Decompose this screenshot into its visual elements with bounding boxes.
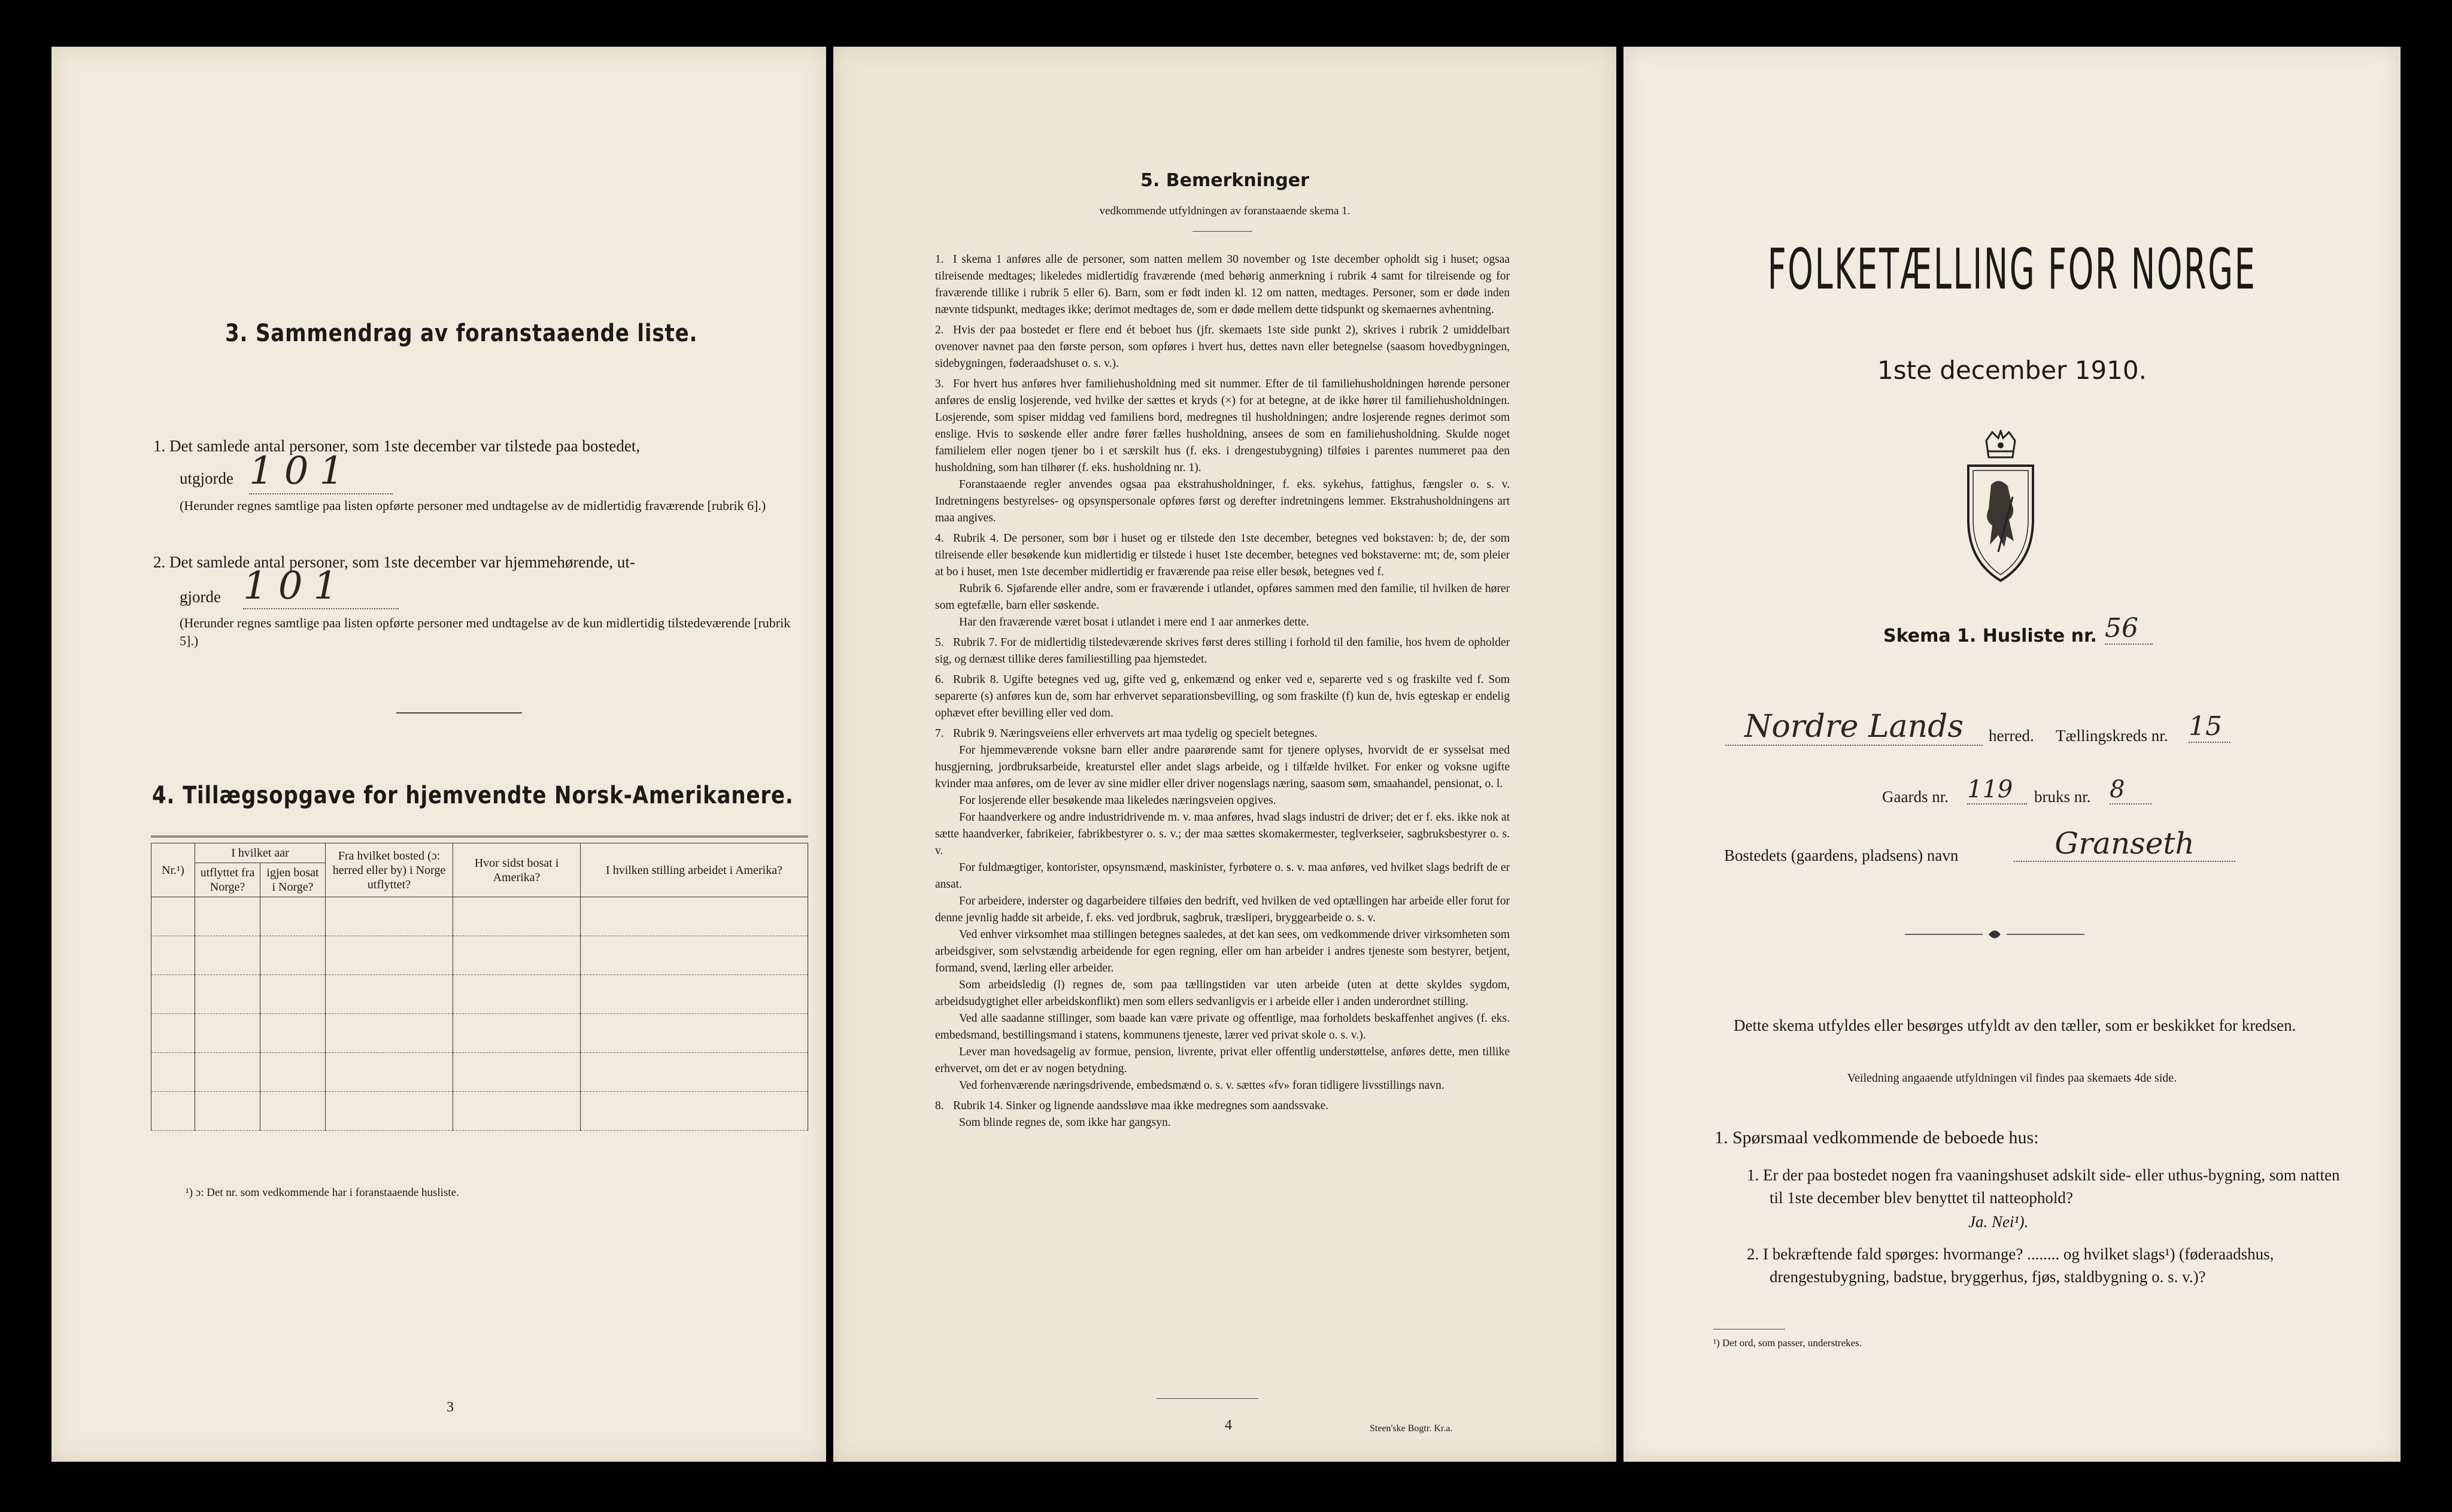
col-last-residence: Hvor sidst bosat i Amerika? bbox=[453, 843, 581, 897]
gaards-label: Gaards nr. bbox=[1882, 788, 1949, 806]
table-row bbox=[151, 936, 808, 975]
remark-text: Rubrik 7. For de midlertidig tilstedeværende skrives først deres stilling i forhold til den familie, hos hvem de opholder sig, og dernæst tillike deres familiestilling paa hjemstedet. bbox=[935, 636, 1510, 666]
remark-paragraph bbox=[935, 860, 1510, 893]
col-emigrated: utflyttet fra Norge? bbox=[195, 863, 260, 897]
table-row bbox=[151, 1053, 808, 1092]
table-row bbox=[151, 897, 808, 936]
remark-paragraph bbox=[935, 893, 1510, 927]
remark-text: Ved enhver virksomhet maa stillingen betegnes saaledes, at det kan sees, om vedkommende driver virksomheten som arbeidsgiver, som selvstændig arbeidende for egen regning, eller om han arbeider i andres tjeneste som bestyrer, betjent, formand, svend, lærling eller arbeider. bbox=[935, 928, 1510, 974]
col-occupation: I hvilken stilling arbeidet i Amerika? bbox=[581, 843, 808, 897]
remark-text: Rubrik 8. Ugifte betegnes ved ug, gifte ved g, enkemænd og enker ved e, separerte ved s og fraskilte ved f. Som separerte (s) anføres kun de, som har erhvervet separationsbevilling, og som fraskilte (f) kun de, hvis egteskap er endelig ophævet efter bevilling eller ved dom. bbox=[935, 673, 1510, 719]
remark-paragraph bbox=[935, 476, 1510, 527]
remark-paragraph bbox=[935, 1077, 1510, 1094]
remarks-list bbox=[935, 248, 1510, 1131]
instruction-text: Dette skema utfyldes eller besørges utfyldt av den tæller, som er beskikket for kredsen. bbox=[1734, 1016, 2296, 1034]
remark-text: I skema 1 anføres alle de personer, som natten mellem 30 november og 1ste december opholdt sig i huset; ogsaa tilreisende medtages; likeledes midlertidig fraværende (med behørig anmerkning i rubrik 4 samt for tilreisende og for fraværende tillike i rubrik 5 eller 6). Barn, som er født inden kl. 12 om natten, medtages. Personer, som er døde inden nævnte tidspunkt, medtages ikke; derimot medtages de, som er døde mellem dette tidspunkt og skemaernes avhentning. bbox=[935, 253, 1510, 316]
remark-number: 1. bbox=[935, 253, 944, 266]
remark-text: For hvert hus anføres hver familiehusholdning med sit nummer. Efter de til familiehusholdningen hørende personer anføres de enslig losjerende, ved hvilke der sættes et kryds (×) for at betegne, at de ikke hører til familiehusholdningen. Losjerende, som spiser middag ved familiens bord, medregnes til husholdningen; andre losjerende regnes derimot som enslige. Hvis to søskende eller andre fører fælles husholdning, ansees de som en familiehusholdning. Skulde noget familielem eller nogen tjener bo i et særskilt hus (f. eks. i drengestubygning) tilføies i parentes nummeret paa den husholdning, som han tilhører (f. eks. husholdning nr. 1). bbox=[935, 378, 1510, 474]
remark-number: 7. bbox=[935, 727, 944, 740]
kreds-value: 15 bbox=[2189, 711, 2231, 743]
title-wrap bbox=[1623, 237, 2401, 302]
bosted-value: Granseth bbox=[2014, 826, 2235, 862]
remark-paragraph bbox=[935, 581, 1510, 614]
bruks-label: bruks nr. bbox=[2034, 788, 2091, 806]
remark-number: 8. bbox=[935, 1100, 944, 1112]
left-page bbox=[51, 47, 826, 1462]
remarks-title: 5. Bemerkninger bbox=[1140, 170, 1309, 191]
item1-note: (Herunder regnes samtlige paa listen opførte personer med undtagelse av de midlertidig fraværende [rubrik 6].) bbox=[180, 498, 766, 513]
remark-text: Ved forhenværende næringsdrivende, embedsmænd o. s. v. sættes «fv» foran tidligere livsstillings navn. bbox=[959, 1079, 1445, 1092]
item1-text: 1. Det samlede antal personer, som 1ste december var tilstede paa bostedet, bbox=[153, 437, 641, 455]
norway-coat-of-arms-icon bbox=[1962, 430, 2039, 585]
question1-1-answer: Ja. Nei¹). bbox=[1968, 1213, 2029, 1231]
item2-label: gjorde bbox=[180, 588, 221, 606]
remark-text: Ved alle saadanne stillinger, som baade kan være private og offentlige, maa forholdets beskaffenhet angives (f. eks. embedsmand, bestillingsmand i statens, kommunens tjeneste, lærer ved privat skole o. s. v.). bbox=[935, 1012, 1510, 1042]
remark-text: For hjemmeværende voksne barn eller andre paarørende samt for tjenere oplyses, hvorvidt de er sysselsat med husgjerning, jordbruksarbeide, kreaturstel eller andet slags arbeide, og i tilfælde hvilket. For enker og voksne ugifte kvinder maa anføres, om de lever av sine midler eller driver nogenslags næring, saasom søm, smaahandel, pensionat, o. l. bbox=[935, 744, 1510, 790]
herred-label: herred. bbox=[1989, 727, 2034, 745]
remark-paragraph bbox=[935, 1115, 1510, 1131]
schema-label: Skema 1. Husliste nr. bbox=[1883, 626, 2097, 646]
norsk-amerikanere-table bbox=[151, 843, 808, 1131]
remark-text: For arbeidere, inderster og dagarbeidere tilføies den bedrift, ved hvilken de ved optællingen har arbeide eller forut for denne jevnlig hadde sit arbeide, f. eks. ved jordbruk, sagbruk, træsliperi, bryggearbeide o. s. v. bbox=[935, 895, 1510, 924]
remark-paragraph bbox=[935, 793, 1510, 809]
remark-text: Lever man hovedsagelig av formue, pension, livrente, privat eller offentlig understøttelse, anføres dette, men tillike erhvervet, om det er av nogen betydning. bbox=[935, 1046, 1510, 1075]
kreds-label: Tællingskreds nr. bbox=[2056, 727, 2168, 745]
section3-title: 3. Sammendrag av foranstaaende liste. bbox=[225, 320, 698, 347]
remark-text: Har den fraværende været bosat i utlandet i mere end 1 aar anmerkes dette. bbox=[959, 616, 1309, 629]
remark-paragraph bbox=[935, 725, 1510, 742]
remark-paragraph bbox=[935, 530, 1510, 581]
item1-value: 101 bbox=[249, 449, 393, 494]
item2-value: 101 bbox=[243, 564, 399, 609]
col-year-group: I hvilket aar bbox=[195, 843, 326, 863]
table-row bbox=[151, 975, 808, 1014]
item2-text: 2. Det samlede antal personer, som 1ste december var hjemmehørende, ut- bbox=[153, 553, 635, 571]
remark-text: For losjerende eller besøkende maa likeledes næringsveien opgives. bbox=[959, 794, 1276, 807]
gaards-value: 119 bbox=[1967, 776, 2027, 804]
bruks-value: 8 bbox=[2110, 776, 2151, 804]
remark-paragraph bbox=[935, 742, 1510, 793]
remark-paragraph bbox=[935, 322, 1510, 372]
divider bbox=[396, 712, 522, 714]
printer-mark: Steen'ske Bogtr. Kr.a. bbox=[1370, 1423, 1453, 1434]
remark-paragraph bbox=[935, 672, 1510, 722]
instruction-note: Veiledning angaaende utfyldningen vil findes paa skemaets 4de side. bbox=[1847, 1071, 2177, 1085]
middle-page bbox=[833, 47, 1616, 1462]
remark-text: Rubrik 6. Sjøfarende eller andre, som er fraværende i utlandet, opføres sammen med den familie, til hvilken de hører som egtefælle, barn eller søskende. bbox=[935, 582, 1510, 612]
remark-paragraph bbox=[935, 376, 1510, 476]
remark-text: Foranstaaende regler anvendes ogsaa paa ekstrahusholdninger, f. eks. sykehus, fattighus, fængsler o. s. v. Indretningens bestyrelses- og opsynspersonale opføres først og derefter indretningens lemmer. Ekstrahusholdningens art maa angives. bbox=[935, 478, 1510, 524]
col-returned: igjen bosat i Norge? bbox=[260, 863, 326, 897]
herred-value: Nordre Lands bbox=[1725, 709, 1983, 746]
remark-number: 5. bbox=[935, 636, 944, 649]
census-date: 1ste december 1910. bbox=[1877, 356, 2147, 385]
divider bbox=[1157, 1398, 1258, 1399]
footnote: ¹) Det ord, som passer, understrekes. bbox=[1713, 1337, 1862, 1349]
remark-paragraph bbox=[935, 809, 1510, 860]
remark-paragraph bbox=[935, 927, 1510, 977]
col-nr: Nr.¹) bbox=[151, 843, 195, 897]
table-row bbox=[151, 1092, 808, 1131]
section4-title: 4. Tillægsopgave for hjemvendte Norsk-Amerikanere. bbox=[152, 782, 794, 809]
page-number: 3 bbox=[447, 1399, 454, 1415]
table-top-rule bbox=[151, 836, 808, 837]
remark-number: 6. bbox=[935, 673, 944, 686]
item2-note: (Herunder regnes samtlige paa listen opførte personer med undtagelse av de kun midlertidig tilstedeværende [rubrik 5].) bbox=[180, 615, 791, 648]
col-from-place: Fra hvilket bosted (ɔ: herred eller by) i Norge utflyttet? bbox=[326, 843, 453, 897]
document-title: FOLKETÆLLING FOR NORGE bbox=[1767, 237, 2257, 302]
remark-text: Hvis der paa bostedet er flere end ét beboet hus (jfr. skemaets 1ste side punkt 2), skrives i rubrik 2 umiddelbart ovenover navnet paa den første person, som opføres i hvert hus, dettes navn eller betegnelse (saasom hovedbygningen, sidebygningen, føderaadshuset o. s. v.). bbox=[935, 324, 1510, 370]
right-page bbox=[1623, 47, 2401, 1462]
question1-1: 1. Er der paa bostedet nogen fra vaaningshuset adskilt side- eller uthus-bygning, som natten til 1ste december blev benyttet til natteophold? bbox=[1747, 1166, 2340, 1207]
remark-text: Rubrik 4. De personer, som bør i huset og er tilstede den 1ste december, betegnes ved bokstaven: b; de, der som tilreisende eller besøkende kun midlertidig er tilstede i huset 1ste december, betegnes ved bokstaverne: mt; de, som pleier at bo i huset, men 1ste december midlertidig er fraværende paa reise eller besøk, betegnes ved f. bbox=[935, 532, 1510, 578]
remark-number: 4. bbox=[935, 532, 944, 545]
remark-text: Rubrik 14. Sinker og lignende aandssløve maa ikke medregnes som aandssvake. bbox=[953, 1100, 1329, 1112]
remark-text: For fuldmægtiger, kontorister, opsynsmænd, maskinister, fyrbøtere o. s. v. maa anføres, ved hvilket slags bedrift de er ansat. bbox=[935, 861, 1510, 891]
remark-paragraph bbox=[935, 977, 1510, 1010]
divider bbox=[1192, 231, 1252, 232]
footnote: ¹) ɔ: Det nr. som vedkommende har i foranstaaende husliste. bbox=[186, 1186, 459, 1199]
remark-number: 3. bbox=[935, 378, 944, 390]
item1-label: utgjorde bbox=[180, 469, 233, 487]
ornament-divider-icon bbox=[1905, 925, 2084, 943]
remark-text: Rubrik 9. Næringsveiens eller erhvervets art maa tydelig og specielt betegnes. bbox=[953, 727, 1318, 740]
remark-paragraph bbox=[935, 614, 1510, 631]
remark-text: For haandverkere og andre industridrivende m. v. maa anføres, hvad slags industri de driver; det er f. eks. ikke nok at sætte haandverker, fabrikeier, fabrikbestyrer o. s. v.; der maa sættes skomakermester, teglverkseier, sagbruksbestyrer o. s. v. bbox=[935, 811, 1510, 857]
remark-number: 2. bbox=[935, 324, 944, 336]
bosted-label: Bostedets (gaardens, pladsens) navn bbox=[1724, 846, 1959, 864]
table-row bbox=[151, 1014, 808, 1053]
remark-paragraph bbox=[935, 634, 1510, 668]
remark-paragraph bbox=[935, 1010, 1510, 1044]
remarks-subtitle: vedkommende utfyldningen av foranstaaende skema 1. bbox=[1099, 205, 1351, 217]
question1-2: 2. I bekræftende fald spørges: hvormange? ........ og hvilket slags¹) (føderaadshus, drengestubygning, badstue, bryggerhus, fjøs, staldbygning o. s. v.)? bbox=[1747, 1245, 2274, 1286]
remark-paragraph bbox=[935, 1044, 1510, 1077]
remark-paragraph bbox=[935, 251, 1510, 318]
remark-paragraph bbox=[935, 1098, 1510, 1115]
remark-text: Som blinde regnes de, som ikke har gangsyn. bbox=[959, 1116, 1171, 1129]
question1-title: 1. Spørsmaal vedkommende de beboede hus: bbox=[1714, 1128, 2039, 1147]
page-number: 4 bbox=[1225, 1417, 1232, 1433]
remark-text: Som arbeidsledig (l) regnes de, som paa tællingstiden var uten arbeide (uten at dette skyldes sygdom, arbeidsudygtighet eller arbeidskonflikt) men som ellers sedvanligvis er i arbeide eller i anden underordnet stilling. bbox=[935, 979, 1510, 1008]
husliste-number: 56 bbox=[2105, 613, 2153, 645]
